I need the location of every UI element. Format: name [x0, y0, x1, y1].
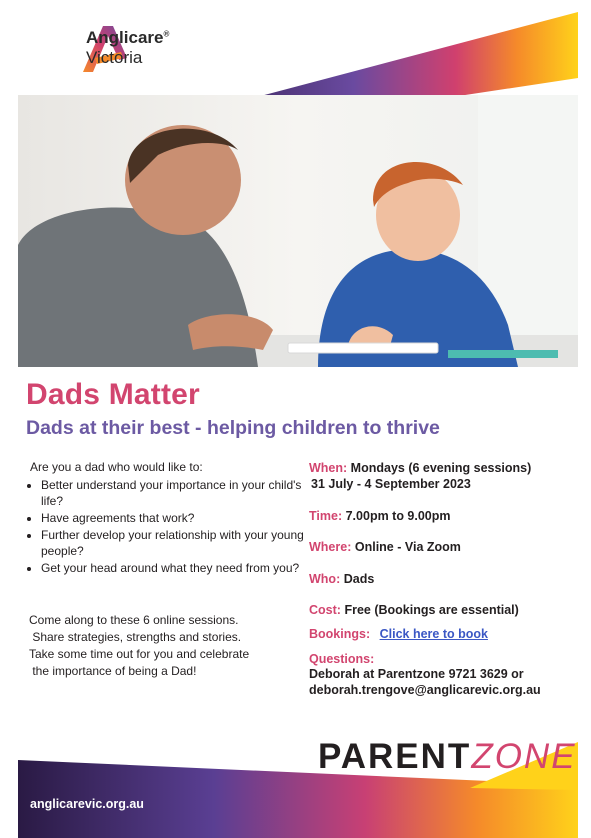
bookings-label: Bookings: — [309, 627, 371, 641]
page-title: Dads Matter — [26, 378, 200, 411]
list-item: • Better understand your importance in your child's life? — [41, 477, 316, 509]
who-label: Who: — [309, 572, 341, 586]
where-row — [309, 540, 461, 554]
when-dates: 31 July - 4 September 2023 — [311, 477, 471, 491]
website-link[interactable]: anglicarevic.org.au — [30, 797, 144, 811]
page-subtitle: Dads at their best - helping children to thrive — [26, 417, 440, 439]
book-link[interactable]: Click here to book — [379, 627, 488, 641]
when-row — [309, 461, 531, 475]
questions-label: Questions: — [309, 652, 375, 666]
where-label: Where: — [309, 540, 352, 554]
list-item: • Get your head around what they need from you? — [41, 560, 316, 576]
parentzone-logo — [318, 737, 577, 777]
list-item: • Have agreements that work? — [41, 510, 316, 526]
questions-email: deborah.trengove@anglicarevic.org.au — [309, 683, 541, 697]
photo-father-son — [18, 95, 578, 367]
list-item: • Further develop your relationship with your young people? — [41, 527, 316, 559]
cost-row — [309, 603, 519, 617]
cost-label: Cost: — [309, 603, 341, 617]
cost-value: Free (Bookings are essential) — [344, 603, 519, 617]
logo-wordmark-line1: Anglicare® — [86, 28, 170, 47]
intro-text: Are you a dad who would like to: — [30, 460, 203, 474]
bookings-row — [309, 627, 488, 641]
parentzone-logo-part1: PARENT — [318, 737, 472, 776]
trademark-symbol: ® — [163, 29, 170, 39]
logo-wordmark-line2: Victoria — [86, 48, 143, 67]
where-value: Online - Via Zoom — [354, 540, 461, 554]
who-value: Dads — [343, 572, 375, 586]
closing-line: Come along to these 6 online sessions. — [29, 613, 239, 627]
closing-line: the importance of being a Dad! — [29, 664, 197, 678]
closing-paragraph — [29, 612, 299, 680]
when-label: When: — [309, 461, 348, 475]
questions-contact: Deborah at Parentzone 9721 3629 or — [309, 667, 524, 681]
time-row — [309, 509, 451, 523]
closing-line: Share strategies, strengths and stories. — [29, 630, 242, 644]
closing-line: Take some time out for you and celebrate — [29, 647, 250, 661]
benefits-list — [24, 477, 316, 577]
parentzone-logo-part2: ZONE — [471, 737, 577, 776]
time-label: Time: — [309, 509, 343, 523]
time-value: 7.00pm to 9.00pm — [345, 509, 451, 523]
when-value: Mondays (6 evening sessions) — [350, 461, 532, 475]
who-row — [309, 572, 374, 586]
